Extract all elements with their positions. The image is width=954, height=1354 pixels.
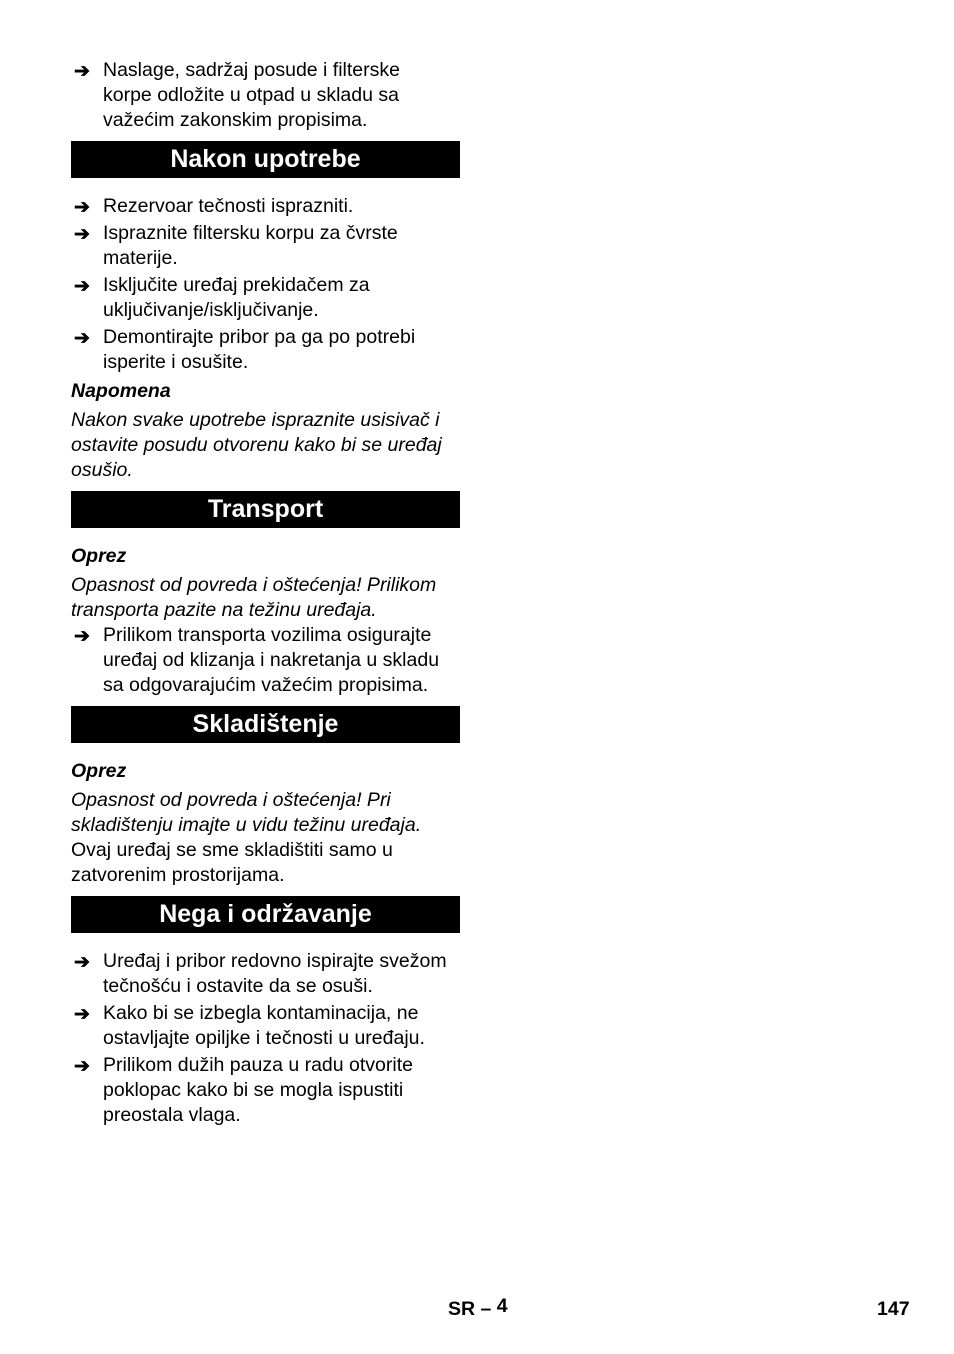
list-item: ➔ Naslage, sadržaj posude i filterske korpe odložite u otpad u skladu sa važećim zakonskim propisima. [74, 59, 400, 131]
list-item: ➔ Isključite uređaj prekidačem za uključivanje/isključivanje. [74, 274, 370, 321]
caution-text: Opasnost od povreda i oštećenja! Pri skladištenju imajte u vidu težinu uređaja. [71, 789, 422, 836]
content-column [71, 58, 461, 1130]
arrow-right-icon: ➔ [74, 626, 90, 647]
arrow-right-icon: ➔ [74, 224, 90, 245]
arrow-right-icon: ➔ [74, 1004, 90, 1025]
section-heading-skladistenje: Skladištenje [71, 706, 460, 743]
arrow-right-icon: ➔ [74, 61, 90, 82]
list-item: ➔ Demontirajte pribor pa ga po potrebi isperite i osušite. [74, 326, 416, 373]
section-heading-nakon-upotrebe: Nakon upotrebe [71, 141, 460, 178]
list-item: ➔ Prilikom transporta vozilima osigurajte uređaj od klizanja i nakretanja u skladu sa odgovarajućim važećim propisima. [74, 624, 440, 696]
body-text: Ovaj uređaj se sme skladištiti samo u zatvorenim prostorijama. [71, 839, 393, 886]
section-heading-nega-i-odrzavanje: Nega i održavanje [71, 896, 460, 933]
footer-section-label: SR – 4 [448, 1295, 508, 1320]
caution-title: Oprez [71, 760, 127, 782]
arrow-right-icon: ➔ [74, 328, 90, 349]
list-item: ➔ Kako bi se izbegla kontaminacija, ne ostavljajte opiljke i tečnosti u uređaju. [74, 1002, 425, 1049]
caution-text: Opasnost od povreda i oštećenja! Prilikom transporta pazite na težinu uređaja. [71, 574, 437, 621]
arrow-right-icon: ➔ [74, 952, 90, 973]
arrow-right-icon: ➔ [74, 1056, 90, 1077]
list-item: ➔ Ispraznite filtersku korpu za čvrste materije. [74, 222, 398, 269]
caution-title: Oprez [71, 545, 127, 567]
list-item: ➔ Prilikom dužih pauza u radu otvorite poklopac kako bi se mogla ispustiti preostala vlaga. [74, 1054, 413, 1126]
list-item: ➔ Uređaj i pribor redovno ispirajte svežom tečnošću i ostavite da se osuši. [74, 950, 447, 997]
arrow-right-icon: ➔ [74, 276, 90, 297]
section-heading-transport: Transport [71, 491, 460, 528]
page-number: 147 [877, 1298, 910, 1320]
note-title: Napomena [71, 380, 171, 402]
list-item: ➔ Rezervoar tečnosti isprazniti. [74, 195, 354, 218]
note-text: Nakon svake upotrebe ispraznite usisivač i ostavite posudu otvorenu kako bi se uređaj osušio. [71, 409, 442, 481]
arrow-right-icon: ➔ [74, 197, 90, 218]
